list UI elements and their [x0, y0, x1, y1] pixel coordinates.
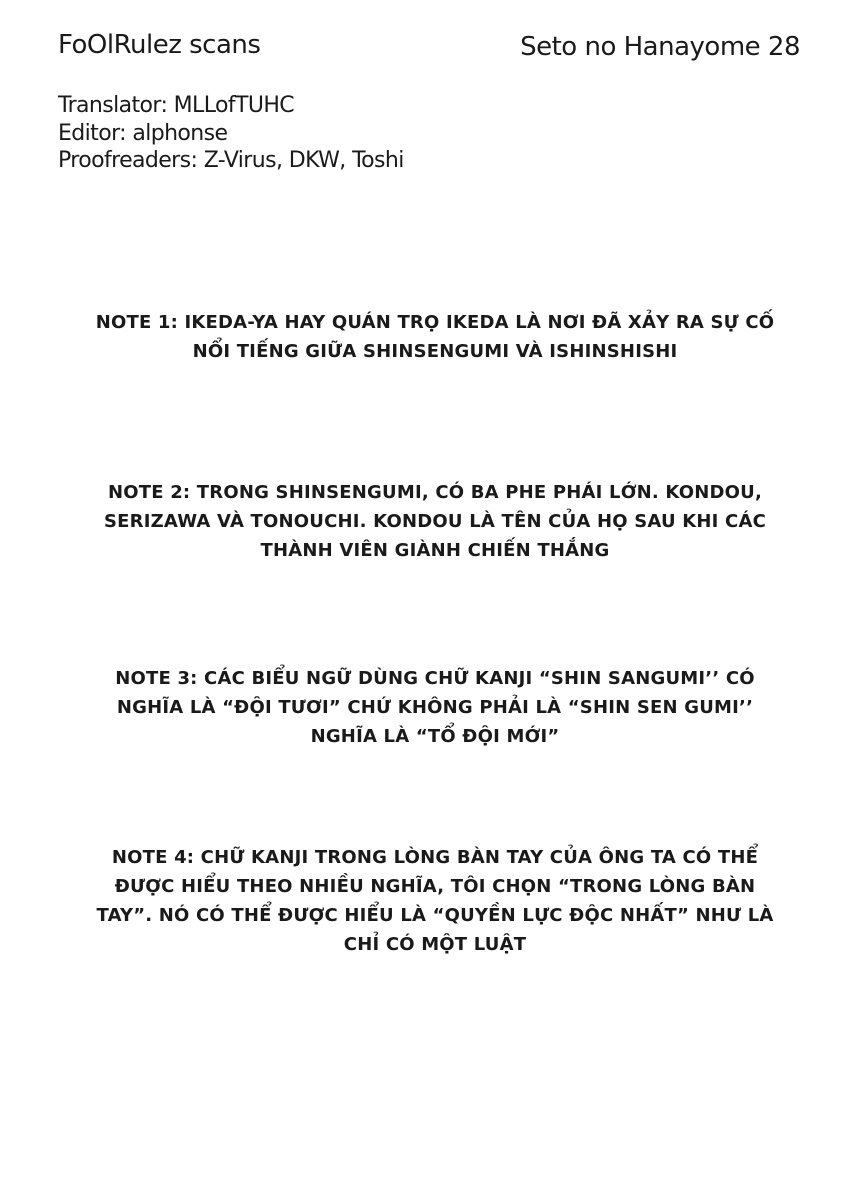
- note-line: NOTE 1: IKEDA-YA HAY QUÁN TRỌ IKEDA LÀ NƠI ĐÃ XẢY RA SỰ CỐ: [95, 312, 775, 333]
- note-line: NOTE 4: CHỮ KANJI TRONG LÒNG BÀN TAY CỦA ÔNG TA CÓ THỂ: [111, 847, 759, 868]
- editor-credit: Editor: alphonse: [58, 120, 228, 146]
- credits-block: [58, 92, 404, 175]
- note-3: [90, 664, 780, 751]
- note-line: THÀNH VIÊN GIÀNH CHIẾN THẮNG: [260, 540, 610, 561]
- scan-group-title: FoOlRulez scans: [58, 30, 261, 60]
- translator-credit: Translator: MLLofTUHC: [58, 93, 295, 118]
- note-4: [90, 843, 780, 959]
- note-2: [90, 478, 780, 565]
- note-line: SERIZAWA VÀ TONOUCHI. KONDOU LÀ TÊN CỦA HỌ SAU KHI CÁC: [104, 511, 766, 532]
- note-line: NGHĨA LÀ “ĐỘI TƯƠI” CHỨ KHÔNG PHẢI LÀ “SHIN SEN GUMI’’: [116, 697, 754, 718]
- note-line: NOTE 2: TRONG SHINSENGUMI, CÓ BA PHE PHÁI LỚN. KONDOU,: [108, 482, 762, 503]
- note-line: TAY”. NÓ CÓ THỂ ĐƯỢC HIỂU LÀ “QUYỀN LỰC ĐỘC NHẤT” NHƯ LÀ: [96, 905, 774, 926]
- note-1: [90, 308, 780, 366]
- note-line: NOTE 3: CÁC BIỂU NGỮ DÙNG CHỮ KANJI “SHIN SANGUMI’’ CÓ: [115, 668, 755, 689]
- note-line: NỔI TIẾNG GIỮA SHINSENGUMI VÀ ISHINSHISHI: [192, 341, 678, 362]
- chapter-title: Seto no Hanayome 28: [520, 32, 800, 62]
- note-line: CHỈ CÓ MỘT LUẬT: [343, 934, 527, 955]
- note-line: NGHĨA LÀ “TỔ ĐỘI MỚI”: [310, 726, 560, 747]
- proofreaders-credit: Proofreaders: Z-Virus, DKW, Toshi: [58, 148, 404, 173]
- note-line: ĐƯỢC HIỂU THEO NHIỀU NGHĨA, TÔI CHỌN “TRONG LÒNG BÀN: [114, 876, 756, 897]
